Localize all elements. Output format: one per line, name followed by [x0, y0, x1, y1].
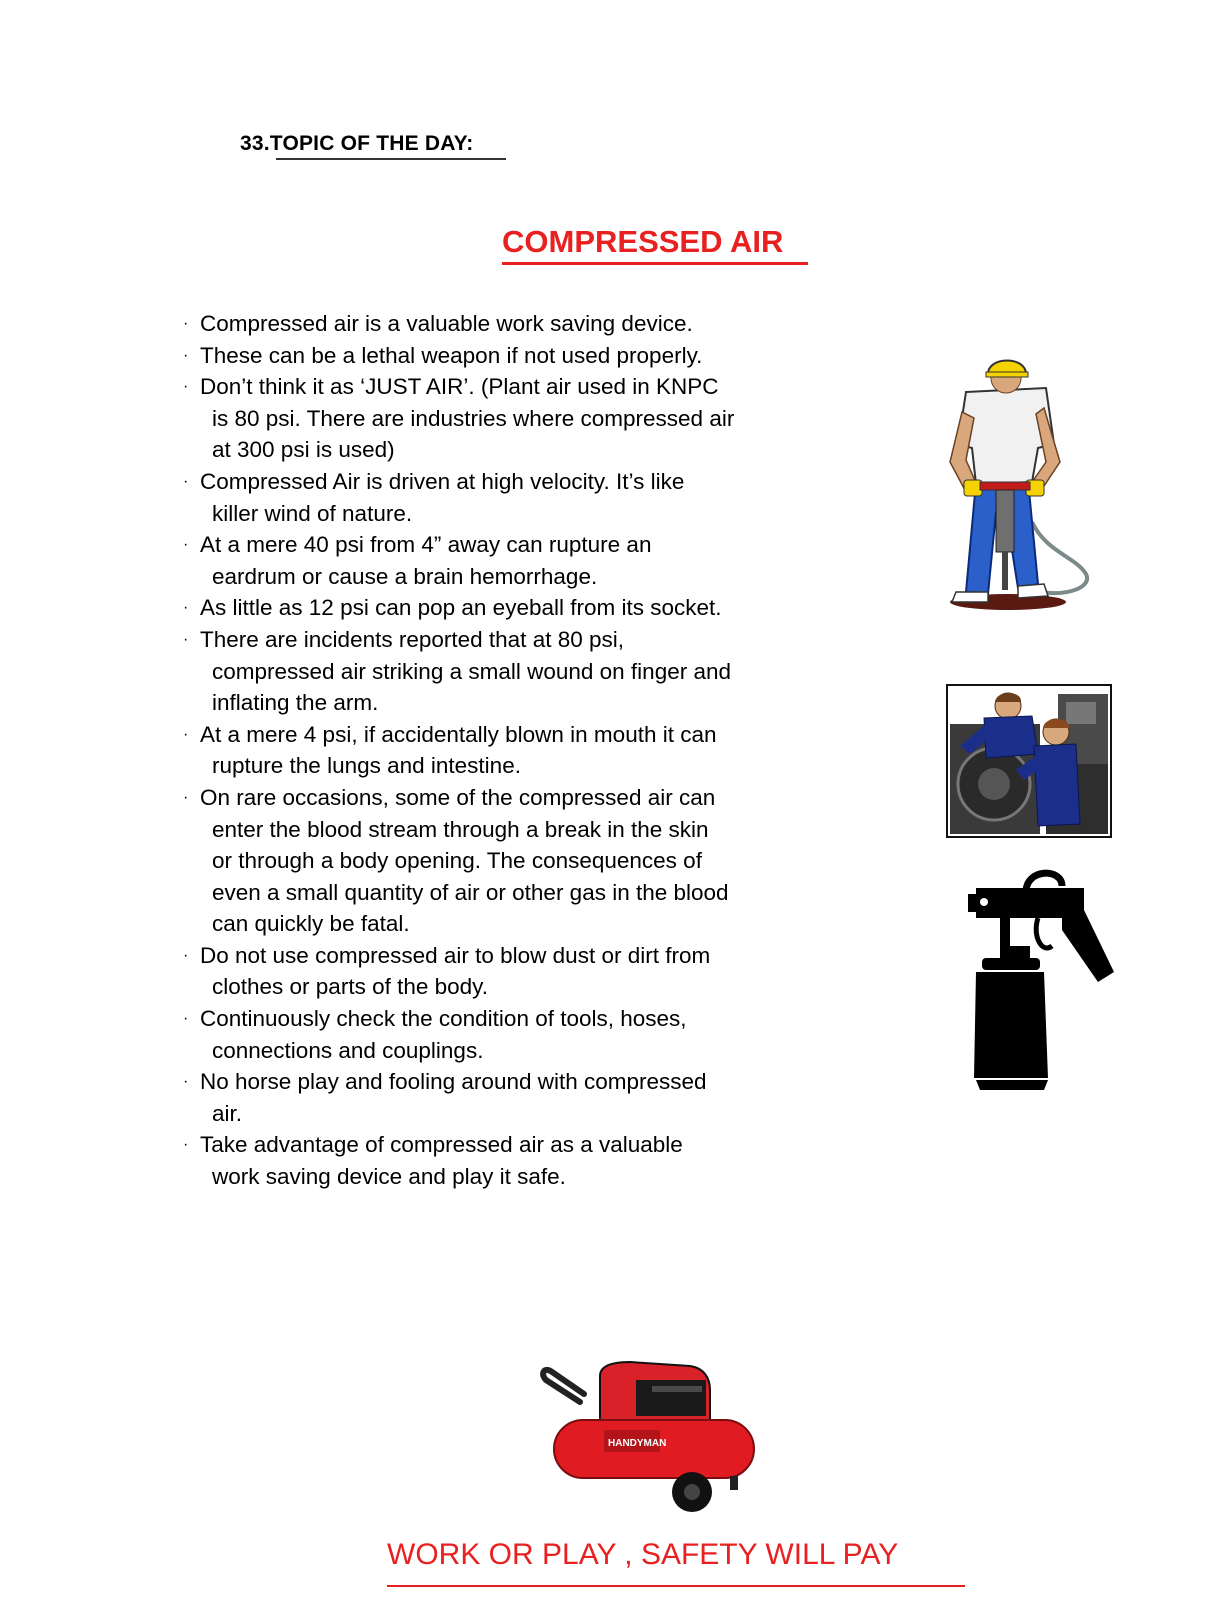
bullet-item — [182, 940, 782, 1003]
footer-slogan: WORK OR PLAY , SAFETY WILL PAY — [387, 1538, 899, 1571]
bullet-text-line: At a mere 4 psi, if accidentally blown in mouth it can — [200, 721, 717, 747]
topic-underline — [276, 158, 506, 160]
bullet-dot: · — [183, 788, 189, 806]
bullet-dot: · — [183, 346, 189, 364]
bullet-text-line: connections and couplings. — [212, 1037, 484, 1063]
bullet-text-line: can quickly be fatal. — [212, 911, 410, 937]
bullet-text-line: even a small quantity of air or other gas in the blood — [212, 879, 729, 905]
bullet-item — [182, 592, 782, 624]
bullet-text-line: clothes or parts of the body. — [212, 974, 488, 1000]
bullet-text-line: eardrum or cause a brain hemorrhage. — [212, 563, 598, 589]
bullet-text-line: On rare occasions, some of the compressed air can — [200, 784, 716, 810]
bullet-text-line: compressed air striking a small wound on finger and — [212, 658, 732, 684]
bullet-item — [182, 308, 782, 340]
bullet-dot: · — [183, 1073, 189, 1091]
bullet-text-line: Do not use compressed air to blow dust or dirt from — [200, 942, 711, 968]
bullet-text-line: Compressed air is a valuable work saving device. — [200, 311, 693, 336]
bullet-dot: · — [183, 725, 189, 743]
bullet-text-line: Compressed Air is driven at high velocity. It’s like — [200, 468, 685, 494]
workers-machine-illustration — [946, 684, 1112, 838]
bullet-item — [182, 371, 782, 466]
bullet-text-line: is 80 psi. There are industries where compressed air — [212, 405, 735, 431]
bullet-item — [182, 719, 782, 782]
bullet-text-line: enter the blood stream through a break in the skin — [212, 816, 709, 842]
bullet-text-line: or through a body opening. The consequences of — [212, 848, 702, 874]
compressor-brand-label: HANDYMAN — [608, 1438, 667, 1449]
bullet-dot: · — [183, 1136, 189, 1154]
bullet-text-line: No horse play and fooling around with compressed — [200, 1069, 707, 1095]
bullet-item — [182, 529, 782, 592]
bullet-item — [182, 782, 782, 940]
bullet-text-line: killer wind of nature. — [212, 500, 413, 526]
bullet-dot: · — [183, 315, 189, 332]
bullet-dot: · — [183, 378, 189, 396]
bullet-text-line: At a mere 40 psi from 4” away can rupture an — [200, 532, 652, 558]
bullet-text-line: at 300 psi is used) — [212, 437, 395, 463]
bullet-dot: · — [183, 599, 189, 617]
bullet-item — [182, 624, 782, 719]
bullet-dot: · — [183, 630, 189, 648]
spray-gun-illustration — [966, 864, 1114, 1094]
bullet-dot: · — [183, 946, 189, 964]
bullet-text-line: As little as 12 psi can pop an eyeball from its socket. — [200, 595, 722, 621]
bullet-dot: · — [183, 472, 189, 490]
title-underline — [502, 262, 808, 265]
bullet-text-line: inflating the arm. — [212, 690, 379, 716]
safety-bullet-list — [182, 308, 782, 1193]
page-title: COMPRESSED AIR — [502, 224, 784, 259]
air-compressor-illustration — [540, 1360, 764, 1512]
bullet-dot: · — [183, 1010, 189, 1028]
bullet-text-line: air. — [212, 1100, 243, 1126]
bullet-text-line: rupture the lungs and intestine. — [212, 753, 521, 779]
bullet-text-line: Take advantage of compressed air as a valuable — [200, 1132, 683, 1158]
bullet-text-line: There are incidents reported that at 80 psi, — [200, 626, 624, 652]
topic-heading: 33.TOPIC OF THE DAY: — [240, 132, 474, 155]
bullet-item — [182, 1129, 782, 1192]
bullet-dot: · — [183, 536, 189, 554]
bullet-text-line: Continuously check the condition of tools, hoses, — [200, 1006, 687, 1032]
bullet-item — [182, 1003, 782, 1066]
bullet-text-line: These can be a lethal weapon if not used properly. — [200, 342, 703, 368]
bullet-text-line: Don’t think it as ‘JUST AIR’. (Plant air used in KNPC — [200, 374, 719, 400]
bullet-item — [182, 340, 782, 372]
bullet-item — [182, 1066, 782, 1129]
bullet-text-line: work saving device and play it safe. — [212, 1164, 566, 1190]
jackhammer-worker-illustration — [936, 352, 1106, 624]
footer-underline — [387, 1585, 965, 1587]
bullet-item — [182, 466, 782, 529]
